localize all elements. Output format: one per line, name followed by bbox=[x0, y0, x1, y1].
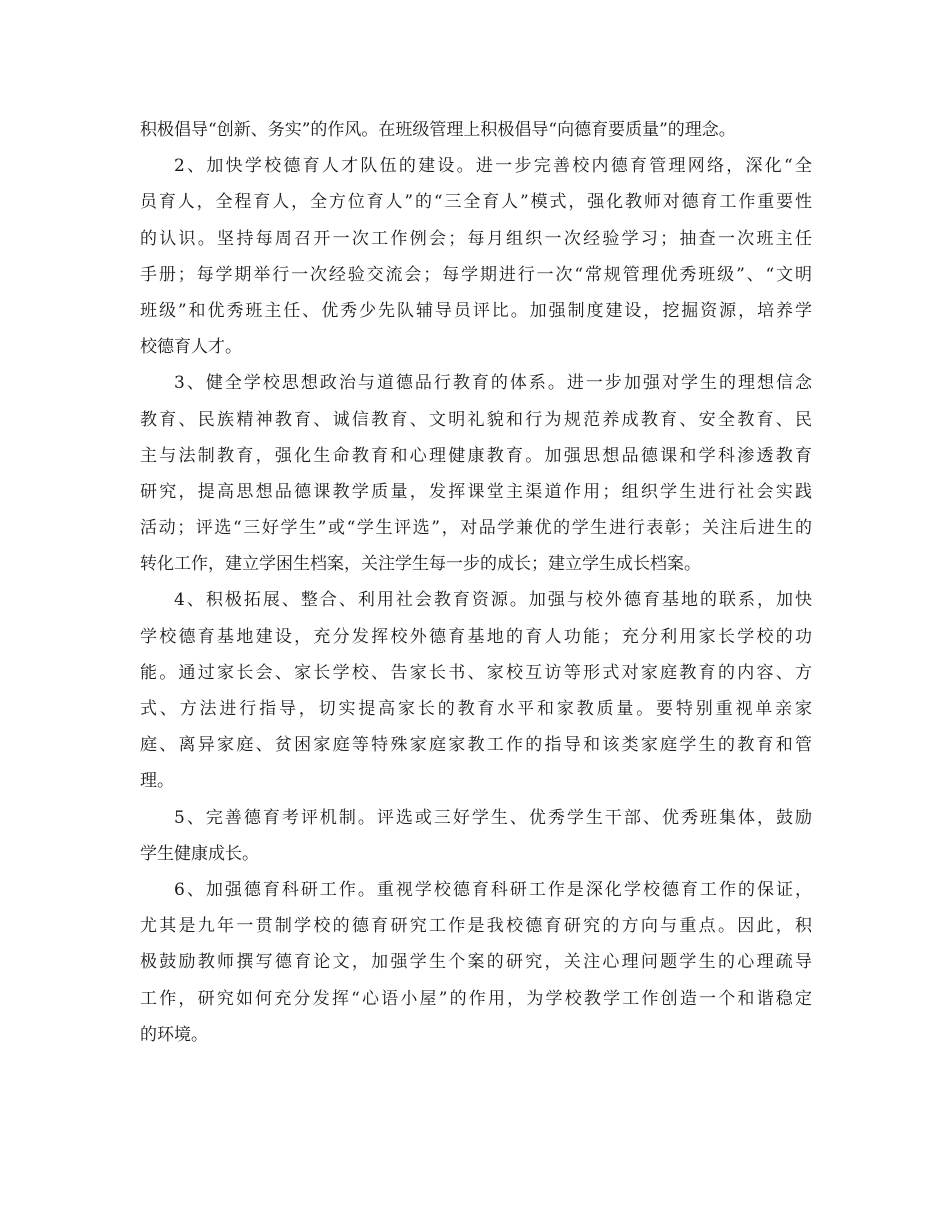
text-line: 员育人，全程育人，全方位育人”的“三全育人”模式，强化教师对德育工作重要性 bbox=[140, 192, 812, 213]
text-line: 研究，提高思想品德课教学质量，发挥课堂主渠道作用；组织学生进行社会实践 bbox=[140, 481, 812, 502]
text-line: 能。通过家长会、家长学校、告家长书、家校互访等形式对家庭教育的内容、方 bbox=[140, 662, 812, 683]
text-line: 转化工作，建立学困生档案，关注学生每一步的成长；建立学生成长档案。 bbox=[140, 554, 701, 575]
text-line: 教育、民族精神教育、诚信教育、文明礼貌和行为规范养成教育、安全教育、民 bbox=[140, 409, 812, 430]
text-line: 学校德育基地建设，充分发挥校外德育基地的育人功能；充分利用家长学校的功 bbox=[140, 626, 812, 647]
text-line: 学生健康成长。 bbox=[140, 843, 259, 864]
text-line: 工作，研究如何充分发挥“心语小屋”的作用，为学校教学工作创造一个和谐稳定 bbox=[140, 988, 812, 1009]
text-line: 主与法制教育，强化生命教育和心理健康教育。加强思想品德课和学科渗透教育 bbox=[140, 445, 812, 466]
text-line: 庭、离异家庭、贫困家庭等特殊家庭家教工作的指导和该类家庭学生的教育和管 bbox=[140, 735, 812, 756]
text-line: 3、健全学校思想政治与道德品行教育的体系。进一步加强对学生的理想信念 bbox=[174, 373, 812, 394]
text-line: 班级”和优秀班主任、优秀少先队辅导员评比。加强制度建设，挖掘资源，培养学 bbox=[140, 300, 812, 321]
text-line: 的环境。 bbox=[140, 1024, 208, 1045]
text-line: 式、方法进行指导，切实提高家长的教育水平和家教质量。要特别重视单亲家 bbox=[140, 699, 812, 719]
text-line: 校德育人才。 bbox=[140, 337, 242, 358]
text-line: 6、加强德育科研工作。重视学校德育科研工作是深化学校德育工作的保证， bbox=[174, 879, 812, 900]
text-line: 的认识。坚持每周召开一次工作例会；每月组织一次经验学习；抽查一次班主任 bbox=[140, 228, 812, 249]
text-line: 手册；每学期举行一次经验交流会；每学期进行一次“常规管理优秀班级”、“文明 bbox=[140, 264, 812, 285]
text-line: 5、完善德育考评机制。评选或三好学生、优秀学生干部、优秀班集体，鼓励 bbox=[174, 807, 812, 828]
text-line: 理。 bbox=[140, 771, 174, 792]
text-line: 极鼓励教师撰写德育论文，加强学生个案的研究，关注心理问题学生的心理疏导 bbox=[140, 952, 812, 973]
text-line: 积极倡导“创新、务实”的作风。在班级管理上积极倡导“向德育要质量”的理念。 bbox=[140, 120, 736, 140]
text-line: 4、积极拓展、整合、利用社会教育资源。加强与校外德育基地的联系，加快 bbox=[174, 590, 812, 611]
text-line: 2、加快学校德育人才队伍的建设。进一步完善校内德育管理网络，深化“全 bbox=[174, 156, 812, 177]
text-line: 尤其是九年一贯制学校的德育研究工作是我校德育研究的方向与重点。因此，积 bbox=[140, 916, 812, 937]
document-body bbox=[140, 112, 812, 1053]
text-line: 活动；评选“三好学生”或“学生评选”，对品学兼优的学生进行表彰；关注后进生的 bbox=[140, 518, 812, 539]
